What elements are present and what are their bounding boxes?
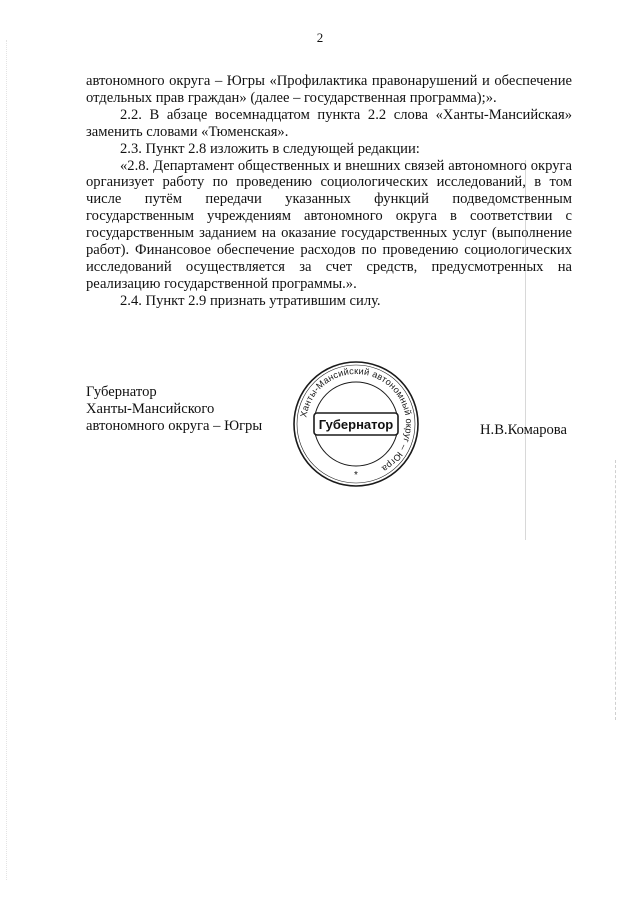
paragraph-item-2-3: 2.3. Пункт 2.8 изложить в следующей редакции: <box>120 140 420 157</box>
seal-ring-text: Ханты-Мансийский автономный округ – Югра <box>298 365 415 475</box>
seal-star: * <box>354 470 358 481</box>
signatory-position <box>86 384 262 435</box>
signatory-title-line-1: Губернатор <box>86 384 157 400</box>
scan-artifact-right <box>615 460 616 720</box>
seal-center-text: Губернатор <box>318 417 394 432</box>
signatory-title-line-2: Ханты-Мансийского <box>86 401 215 417</box>
page-number: 2 <box>316 30 324 45</box>
paragraph-item-2-8-quote: «2.8. Департамент общественных и внешних связей автономного округа организует работу по проведению социологических исследований, в том числе путём передачи указанных функций подведомственным государственным учреждениям автономного округа в соответствии с государственным заданием на оказание государственных услуг (выполнение работ). Финансовое обеспечение расходов по проведению социологических исследований осуществляется за счет средств, предусмотренных на реализацию государственной программы.». <box>86 157 572 292</box>
signatory-title-line-3: автономного округа – Югры <box>86 418 263 434</box>
official-seal <box>290 358 422 490</box>
paragraph-continuation: автономного округа – Югры «Профилактика правонарушений и обеспечение отдельных прав граждан» (далее – государственная программа);». <box>86 73 572 106</box>
signatory-name: Н.В.Комарова <box>480 422 567 438</box>
paragraph-item-2-4: 2.4. Пункт 2.9 признать утратившим силу. <box>120 292 381 309</box>
paragraph-item-2-2: 2.2. В абзаце восемнадцатом пункта 2.2 слова «Ханты-Мансийская» заменить словами «Тюменская». <box>86 106 572 140</box>
document-body <box>86 73 572 310</box>
scan-artifact-left <box>6 40 7 880</box>
